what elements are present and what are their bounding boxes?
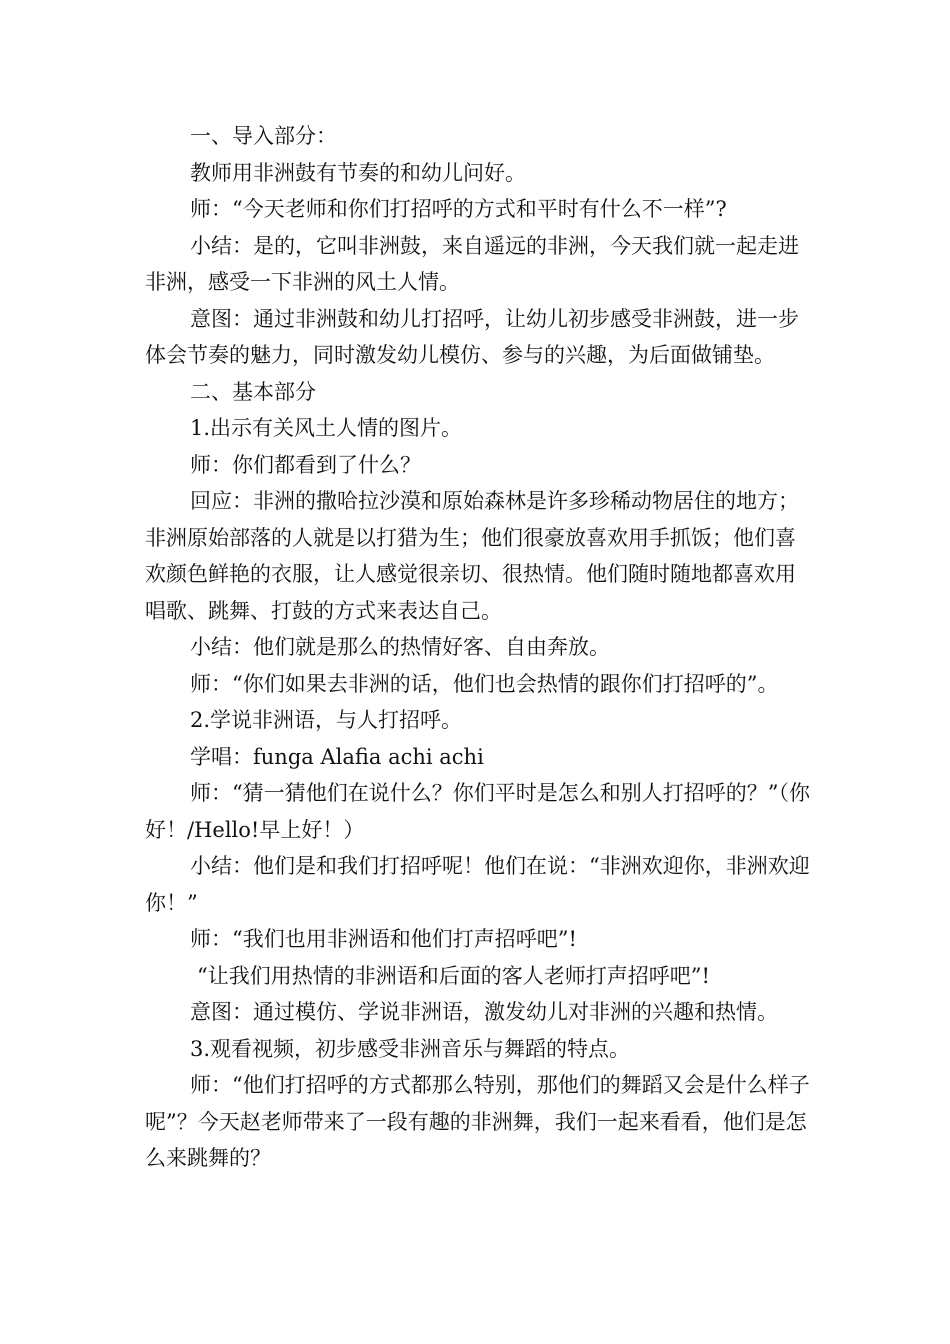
paragraph: 师：“你们如果去非洲的话，他们也会热情的跟你们打招呼的”。 bbox=[190, 671, 779, 696]
paragraph: 师：“我们也用非洲语和他们打声招呼吧”! bbox=[190, 927, 577, 951]
paragraph: 师：“他们打招呼的方式都那么特别，那他们的舞蹈又会是什么样子呢”？今天赵老师带来了一段有趣的非洲舞，我们一起来看看，他们是怎么来跳舞的？ bbox=[145, 1073, 810, 1170]
paragraph: 小结：是的，它叫非洲鼓，来自遥远的非洲，今天我们就一起走进非洲，感受一下非洲的风土人情。 bbox=[145, 233, 799, 294]
list-item: 2.学说非洲语，与人打招呼。 bbox=[190, 708, 463, 732]
paragraph: 教师用非洲鼓有节奏的和幼儿问好。 bbox=[190, 160, 526, 185]
paragraph: 学唱：funga Alafia achi achi bbox=[190, 744, 484, 769]
section-heading-intro: 一、导入部分： bbox=[190, 124, 337, 148]
list-item: 1.出示有关风土人情的图片。 bbox=[190, 416, 463, 440]
paragraph: 师：“今天老师和你们打招呼的方式和平时有什么不一样”? bbox=[190, 197, 727, 221]
section-heading-basic: 二、基本部分 bbox=[190, 379, 316, 404]
paragraph: 小结：他们是和我们打招呼呢！他们在说：“非洲欢迎你，非洲欢迎你！” bbox=[145, 854, 810, 915]
list-item: 3.观看视频，初步感受非洲音乐与舞蹈的特点。 bbox=[190, 1036, 631, 1061]
paragraph: 回应：非洲的撒哈拉沙漠和原始森林是许多珍稀动物居住的地方；非洲原始部落的人就是以打猎为生；他们很豪放喜欢用手抓饭；他们喜欢颜色鲜艳的衣服，让人感觉很亲切、很热情。他们随时随地都喜欢用唱歌、跳舞、打鼓的方式来表达自己。 bbox=[145, 489, 799, 623]
document-body bbox=[145, 118, 810, 1177]
paragraph: 师：“猜一猜他们在说什么？你们平时是怎么和别人打招呼的？”（你好！/Hello!早上好！） bbox=[145, 781, 810, 842]
paragraph: “让我们用热情的非洲语和后面的客人老师打声招呼吧”! bbox=[197, 963, 710, 988]
paragraph: 意图：通过非洲鼓和幼儿打招呼，让幼儿初步感受非洲鼓，进一步体会节奏的魅力，同时激发幼儿模仿、参与的兴趣，为后面做铺垫。 bbox=[145, 306, 799, 367]
paragraph: 师：你们都看到了什么？ bbox=[190, 452, 421, 477]
paragraph: 小结：他们就是那么的热情好客、自由奔放。 bbox=[190, 635, 610, 659]
paragraph: 意图：通过模仿、学说非洲语，激发幼儿对非洲的兴趣和热情。 bbox=[190, 1000, 778, 1024]
